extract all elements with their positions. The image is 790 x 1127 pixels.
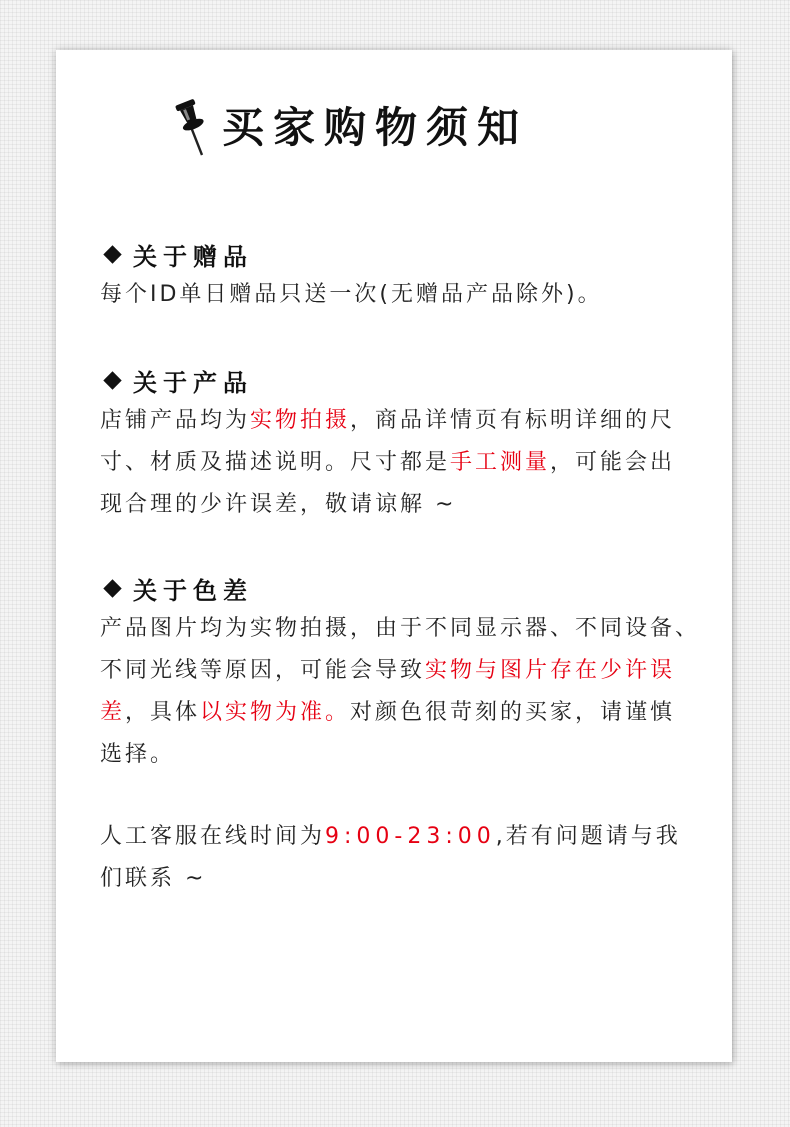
diamond-icon bbox=[103, 579, 121, 597]
section-gift bbox=[100, 234, 700, 316]
body-text-segment: ,若有问题请与我们联系 ~ bbox=[100, 824, 681, 891]
page-header bbox=[166, 88, 528, 168]
highlight-text: 实物拍摄 bbox=[250, 408, 351, 433]
body-text-segment: 店铺产品均为 bbox=[100, 408, 251, 433]
body-text-segment: ，具体 bbox=[125, 700, 201, 725]
section-heading bbox=[100, 234, 700, 274]
body-text-segment: 人工客服在线时间为 bbox=[100, 824, 326, 849]
section-product bbox=[100, 360, 700, 526]
body-text-segment: 对颜色很苛刻的买家，请谨慎选择。 bbox=[100, 700, 676, 767]
body-text-segment: ，商品详情页有标明详细的尺寸、材质及描述说明。尺寸都是 bbox=[100, 408, 676, 475]
section-heading-label: 关于赠品 bbox=[133, 242, 253, 271]
page-title: 买家购物须知 bbox=[222, 103, 529, 152]
body-text-segment: 产品图片均为实物拍摄，由于不同显示器、不同设备、不同光线等原因，可能会导致 bbox=[100, 616, 701, 683]
pushpin-icon bbox=[166, 97, 216, 159]
section-heading-label: 关于产品 bbox=[133, 368, 253, 397]
section-heading-label: 关于色差 bbox=[133, 576, 253, 605]
section-body bbox=[100, 274, 700, 316]
notice-card bbox=[56, 50, 732, 1062]
contact-info bbox=[100, 816, 700, 900]
diamond-icon bbox=[103, 245, 121, 263]
section-body bbox=[100, 400, 700, 526]
highlight-text: 实物与图片存在少许误差 bbox=[100, 658, 676, 725]
section-heading bbox=[100, 360, 700, 400]
contact-text bbox=[100, 816, 700, 900]
section-heading bbox=[100, 568, 700, 608]
gift-text: 每个ID单日赠品只送一次(无赠品产品除外)。 bbox=[100, 282, 603, 307]
service-hours: 9:00-23:00 bbox=[325, 824, 496, 849]
section-body bbox=[100, 608, 700, 776]
highlight-text: 手工测量 bbox=[450, 450, 551, 475]
section-color bbox=[100, 568, 700, 776]
body-text-segment: ，可能会出现合理的少许误差，敬请谅解 ~ bbox=[100, 450, 676, 517]
diamond-icon bbox=[103, 371, 121, 389]
highlight-text: 以实物为准。 bbox=[200, 700, 351, 725]
